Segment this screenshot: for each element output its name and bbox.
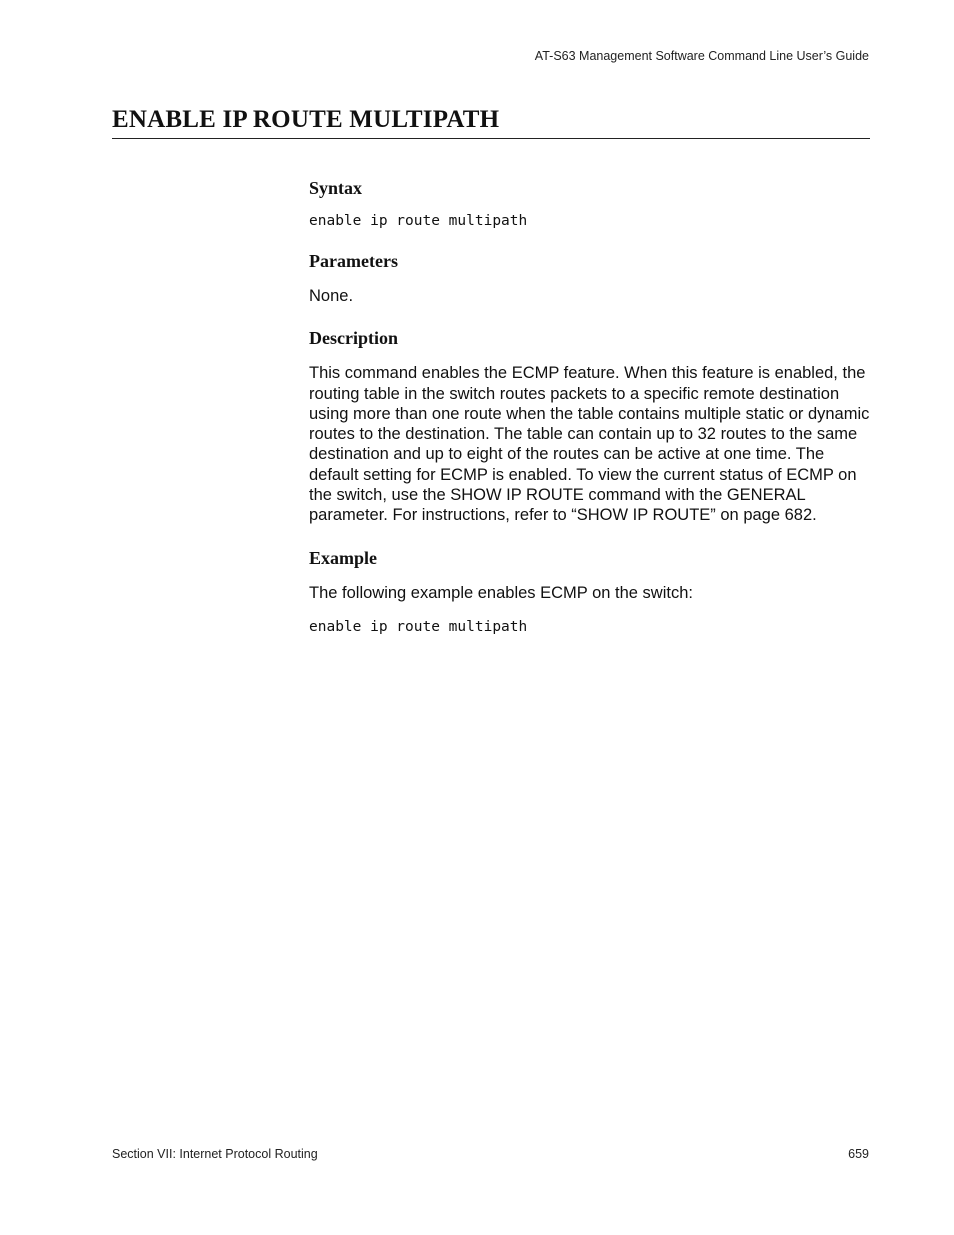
description-section — [309, 328, 874, 525]
syntax-section — [309, 178, 874, 229]
running-header: AT-S63 Management Software Command Line User’s Guide — [534, 49, 869, 63]
example-code: enable ip route multipath — [309, 618, 528, 635]
parameters-text: None. — [309, 287, 354, 305]
footer-section-label: Section VII: Internet Protocol Routing — [112, 1147, 318, 1161]
parameters-heading: Parameters — [309, 251, 398, 271]
description-heading: Description — [309, 328, 398, 349]
example-section — [309, 548, 874, 635]
example-heading: Example — [309, 547, 378, 568]
parameters-section — [309, 251, 874, 306]
page-title: ENABLE IP ROUTE MULTIPATH — [112, 106, 870, 139]
description-text: This command enables the ECMP feature. When this feature is enabled, the routing table in the switch routes packets to a specific remote destination using more than one route when the table contains multiple static or dynamic routes to the destination. The table can contain up to 32 routes to the same destination and up to eight of the routes can be active at one time. The default setting for ECMP is enabled. To view the current status of ECMP on the switch, use the SHOW IP ROUTE command with the GENERAL parameter. For instructions, refer to “SHOW IP ROUTE” on page 682. — [309, 364, 870, 525]
footer-page-number: 659 — [848, 1147, 869, 1161]
syntax-heading: Syntax — [309, 178, 363, 198]
syntax-code: enable ip route multipath — [309, 213, 528, 229]
page-content — [309, 178, 874, 659]
example-text: The following example enables ECMP on the switch: — [309, 583, 693, 602]
